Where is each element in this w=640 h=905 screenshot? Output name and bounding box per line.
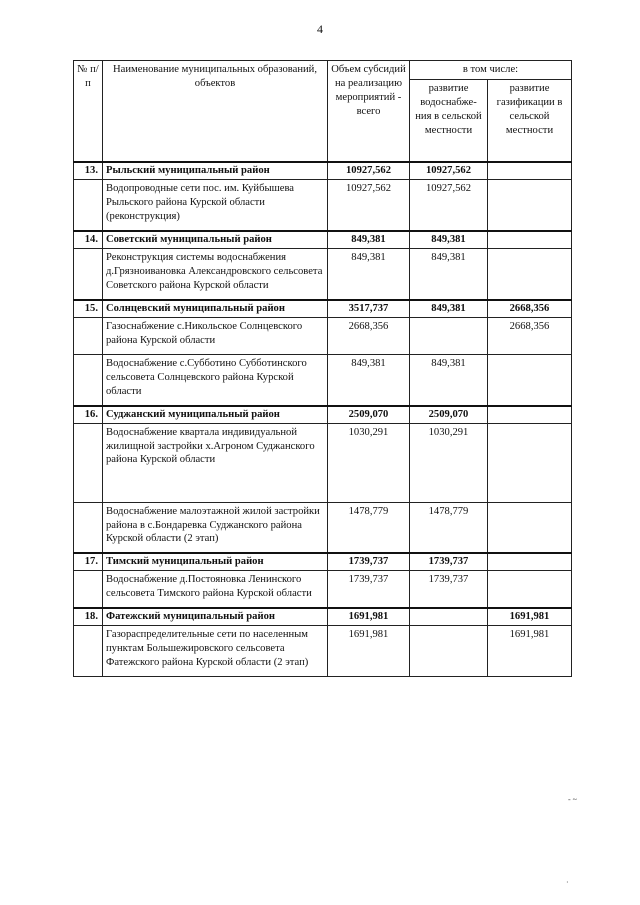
subsidies-table — [73, 60, 572, 677]
row-num — [74, 571, 103, 608]
row-total: 10927,562 — [328, 179, 410, 230]
row-total: 1478,779 — [328, 502, 410, 553]
row-gas — [488, 231, 572, 248]
header-volume: Объем субсидий на реализацию мероприятий - всего — [328, 61, 410, 163]
object-row — [74, 626, 572, 677]
row-total: 1691,981 — [328, 608, 410, 625]
row-total: 1739,737 — [328, 553, 410, 570]
object-row — [74, 502, 572, 553]
row-num — [74, 179, 103, 230]
row-water: 849,381 — [410, 231, 488, 248]
row-water: 2509,070 — [410, 406, 488, 423]
row-num: 16. — [74, 406, 103, 423]
row-name: Рыльский муниципальный район — [103, 162, 328, 179]
row-gas — [488, 179, 572, 230]
row-gas: 1691,981 — [488, 608, 572, 625]
row-water: 10927,562 — [410, 179, 488, 230]
row-total: 849,381 — [328, 231, 410, 248]
row-num: 15. — [74, 300, 103, 317]
row-num: 17. — [74, 553, 103, 570]
row-name: Реконструкция системы водоснабжения д.Грязноивановка Александровского сельсовета Советского района Курской области — [103, 248, 328, 299]
row-total: 2668,356 — [328, 317, 410, 354]
row-num — [74, 354, 103, 405]
row-name: Газоснабжение с.Никольское Солнцевского района Курской области — [103, 317, 328, 354]
row-gas — [488, 354, 572, 405]
row-name: Солнцевский муниципальный район — [103, 300, 328, 317]
row-gas — [488, 406, 572, 423]
municipality-row — [74, 231, 572, 248]
object-row — [74, 423, 572, 502]
object-row — [74, 354, 572, 405]
row-name: Тимский муниципальный район — [103, 553, 328, 570]
row-water — [410, 608, 488, 625]
row-gas: 1691,981 — [488, 626, 572, 677]
row-num — [74, 626, 103, 677]
row-water: 1478,779 — [410, 502, 488, 553]
row-water: 849,381 — [410, 248, 488, 299]
row-total: 1030,291 — [328, 423, 410, 502]
row-total: 3517,737 — [328, 300, 410, 317]
row-name: Фатежский муниципальный район — [103, 608, 328, 625]
row-num: 13. — [74, 162, 103, 179]
header-row — [74, 61, 572, 80]
row-total: 10927,562 — [328, 162, 410, 179]
row-total: 849,381 — [328, 248, 410, 299]
header-num: № п/п — [74, 61, 103, 163]
page-number: 4 — [317, 22, 323, 36]
row-name: Суджанский муниципальный район — [103, 406, 328, 423]
row-num — [74, 317, 103, 354]
municipality-row — [74, 553, 572, 570]
object-row — [74, 179, 572, 230]
row-total: 1691,981 — [328, 626, 410, 677]
row-num: 14. — [74, 231, 103, 248]
row-num — [74, 423, 103, 502]
row-total: 2509,070 — [328, 406, 410, 423]
municipality-row — [74, 406, 572, 423]
row-water — [410, 626, 488, 677]
row-gas — [488, 571, 572, 608]
object-row — [74, 248, 572, 299]
row-gas — [488, 553, 572, 570]
row-water: 849,381 — [410, 300, 488, 317]
row-name: Советский муниципальный район — [103, 231, 328, 248]
row-num — [74, 248, 103, 299]
municipality-row — [74, 300, 572, 317]
header-including: в том числе: — [410, 61, 572, 80]
municipality-row — [74, 162, 572, 179]
header-water: развитие водоснабже-ния в сельской местности — [410, 79, 488, 162]
row-gas — [488, 162, 572, 179]
municipality-row — [74, 608, 572, 625]
object-row — [74, 571, 572, 608]
row-num — [74, 502, 103, 553]
row-water: 1030,291 — [410, 423, 488, 502]
header-name: Наименование муниципальных образований, объектов — [103, 61, 328, 163]
row-gas — [488, 502, 572, 553]
row-gas — [488, 248, 572, 299]
row-name: Водоснабжение д.Постояновка Ленинского сельсовета Тимского района Курской области — [103, 571, 328, 608]
row-water — [410, 317, 488, 354]
row-name: Водоснабжение малоэтажной жилой застройки района в с.Бондаревка Суджанского района Курской области (2 этап) — [103, 502, 328, 553]
row-gas: 2668,356 — [488, 300, 572, 317]
row-name: Водопроводные сети пос. им. Куйбышева Рыльского района Курской области (реконструкция) — [103, 179, 328, 230]
row-water: 1739,737 — [410, 553, 488, 570]
row-water: 1739,737 — [410, 571, 488, 608]
margin-mark: - ~ — [568, 795, 577, 804]
object-row — [74, 317, 572, 354]
row-water: 849,381 — [410, 354, 488, 405]
row-total: 849,381 — [328, 354, 410, 405]
row-gas — [488, 423, 572, 502]
table-body — [74, 162, 572, 677]
row-gas: 2668,356 — [488, 317, 572, 354]
row-name: Газораспределительные сети по населенным пунктам Большежировского сельсовета Фатежского района Курской области (2 этап) — [103, 626, 328, 677]
row-name: Водоснабжение квартала индивидуальной жилищной застройки х.Агроном Суджанского района Курской области — [103, 423, 328, 502]
row-name: Водоснабжение с.Субботино Субботинского сельсовета Солнцевского района Курской области — [103, 354, 328, 405]
row-num: 18. — [74, 608, 103, 625]
margin-mark-bottom: · — [566, 878, 569, 887]
row-total: 1739,737 — [328, 571, 410, 608]
row-water: 10927,562 — [410, 162, 488, 179]
header-gas: развитие газификации в сельской местности — [488, 79, 572, 162]
